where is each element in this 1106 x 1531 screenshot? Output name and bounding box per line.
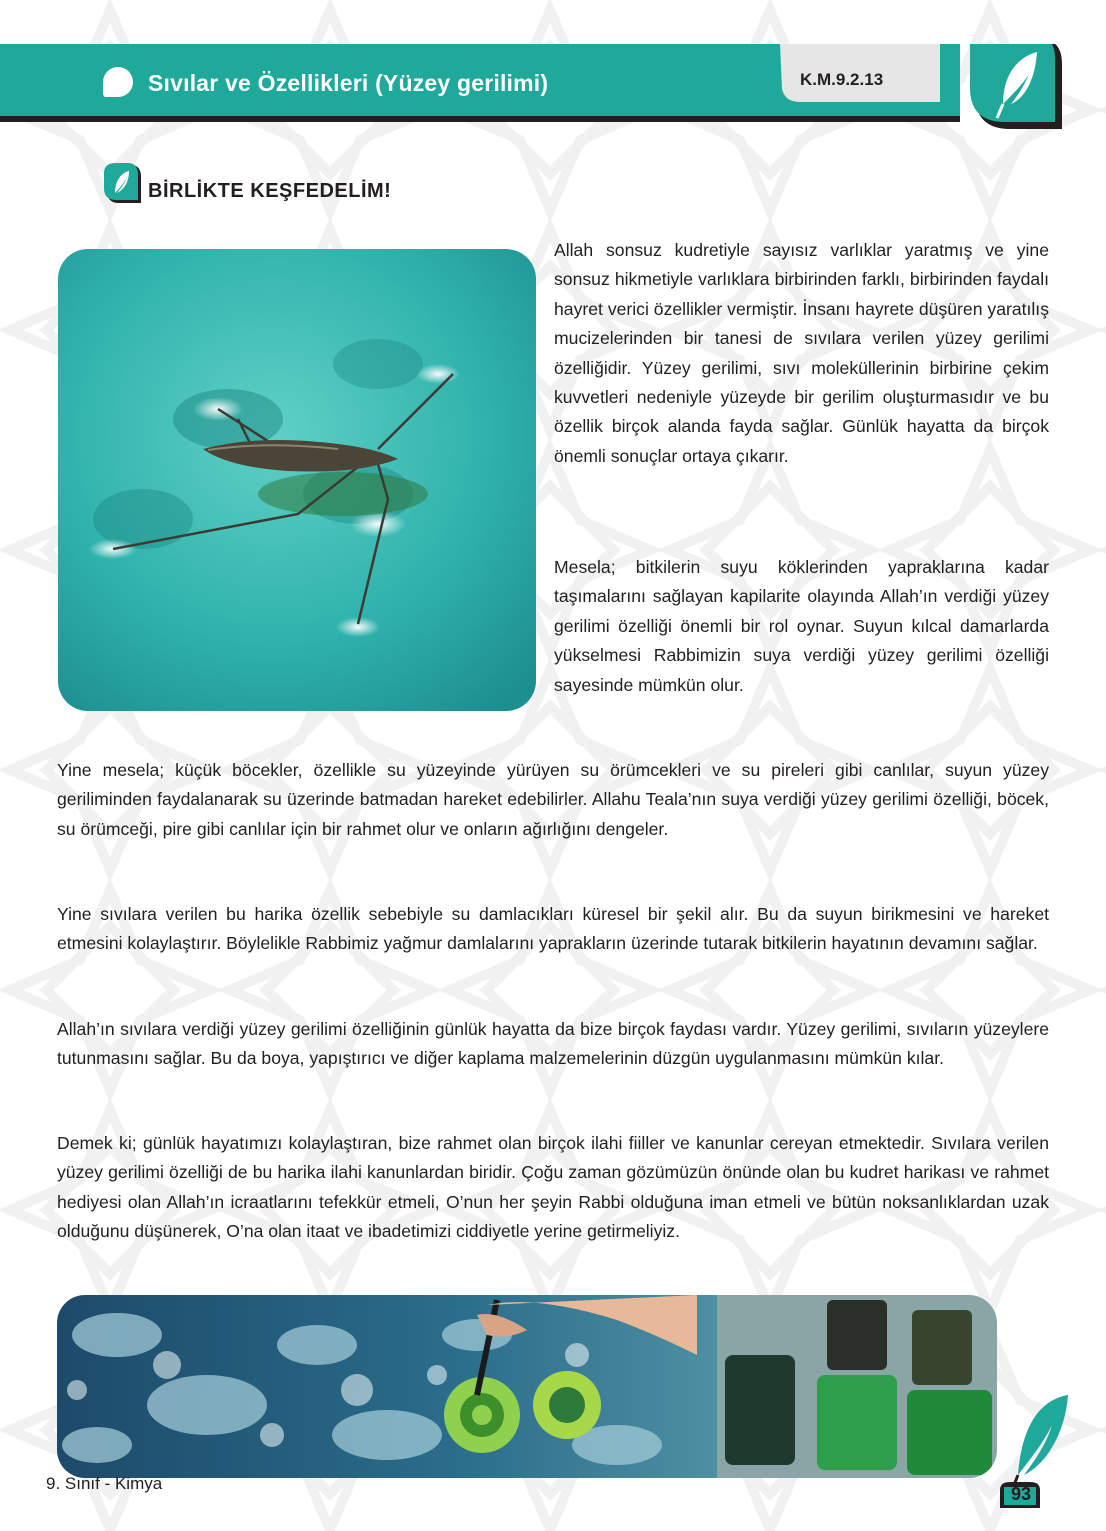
header-icon-blob <box>103 67 133 97</box>
curriculum-code: K.M.9.2.13 <box>800 70 884 89</box>
body-paragraph: Allah’ın sıvılara verdiği yüzey gerilimi özelliğinin günlük hayatta da bize birçok faydası vardır. Yüzey gerilimi, sıvıların yüzeylere tutunmasını sağlar. Bu da boya, yapıştırıcı ve diğer kaplama malzemelerinin düzgün uygulanmasını mümkün kılar. <box>57 1019 1049 1069</box>
body-paragraph: Yine mesela; küçük böcekler, özellikle su yüzeyinde yürüyen su örümcekleri ve su pireleri gibi canlılar, suyun yüzey geriliminden faydalanarak su üzerinde batmadan hareket edebilirler. Allahu Teala’nın suya verdiği yüzey gerilimi özelliği, böcek, su örümceği, pire gibi canlılar için bir rahmet olur ve onların ağırlığını dengeler. <box>57 760 1049 839</box>
section-title: BİRLİKTE KEŞFEDELİM! <box>148 180 392 202</box>
page-title: Sıvılar ve Özellikleri (Yüzey gerilimi) <box>148 70 549 96</box>
quill-icon <box>101 163 143 205</box>
body-paragraph: Yine sıvılara verilen bu harika özellik sebebiyle su damlacıkları küresel bir şekil alır. Bu da suyun birikmesini ve hareket etmesini kolaylaştırır. Böylelikle Rabbimiz yağmur damlalarını yaprakların üzerinde tutarak bitkilerin hayatının devamını sağlar. <box>57 904 1049 954</box>
footer-course-label: 9. Sınıf - Kimya <box>46 1474 163 1493</box>
ebru-marbling-photo <box>57 1295 997 1478</box>
intro-paragraph: Mesela; bitkilerin suyu köklerinden yapraklarına kadar taşımalarını sağlayan kapilarite olayında Allah’ın verdiği yüzey gerilimi özelliği önemli bir rol oynar. Suyun kılcal damarlarda yükselmesi Rabbimizin suya verdiği yüzey gerilimi özelliği sayesinde mümkün olur. <box>554 557 1049 695</box>
quill-icon <box>985 44 1055 124</box>
water-strider-photo <box>58 249 536 711</box>
body-paragraph: Demek ki; günlük hayatımızı kolaylaştıran, bize rahmet olan birçok ilahi fiiller ve kanunlar cereyan etmektedir. Sıvılara verilen yüzey gerilimi özelliği de bu harika ilahi kanunlardan biridir. Çoğu zaman gözümüzün önünde olan bu kudret harikası ve rahmet hediyesi olan Allah’ın icraatlarını tefekkür etmeli, O’nun her şeyin Rabbi olduğuna iman etmeli ve bütün noksanlıklardan uzak olduğunu düşünerek, O’na olan itaat ve ibadetimizi ciddiyetle yerine getirmeliyiz. <box>57 1133 1049 1242</box>
page-number: 93 <box>1010 1484 1032 1504</box>
intro-paragraph: Allah sonsuz kudretiyle sayısız varlıklar yaratmış ve yine sonsuz hikmetiyle varlıklara birbirinden farklı, birbirinden faydalı hayret verici özellikler vermiştir. İnsanı hayrete düşüren yaratılış mucizelerinden bir tanesi de sıvılara verilen yüzey gerilimi özelliğidir. Yüzey gerilimi, sıvı moleküllerinin birbirine çekim kuvvetleri nedeniyle yüzeyde bir gerilim oluşturmasıdır ve bu özellik birçok alanda fayda sağlar. Günlük hayatta da birçok önemli sonuçlar ortaya çıkarır. <box>554 240 1049 466</box>
